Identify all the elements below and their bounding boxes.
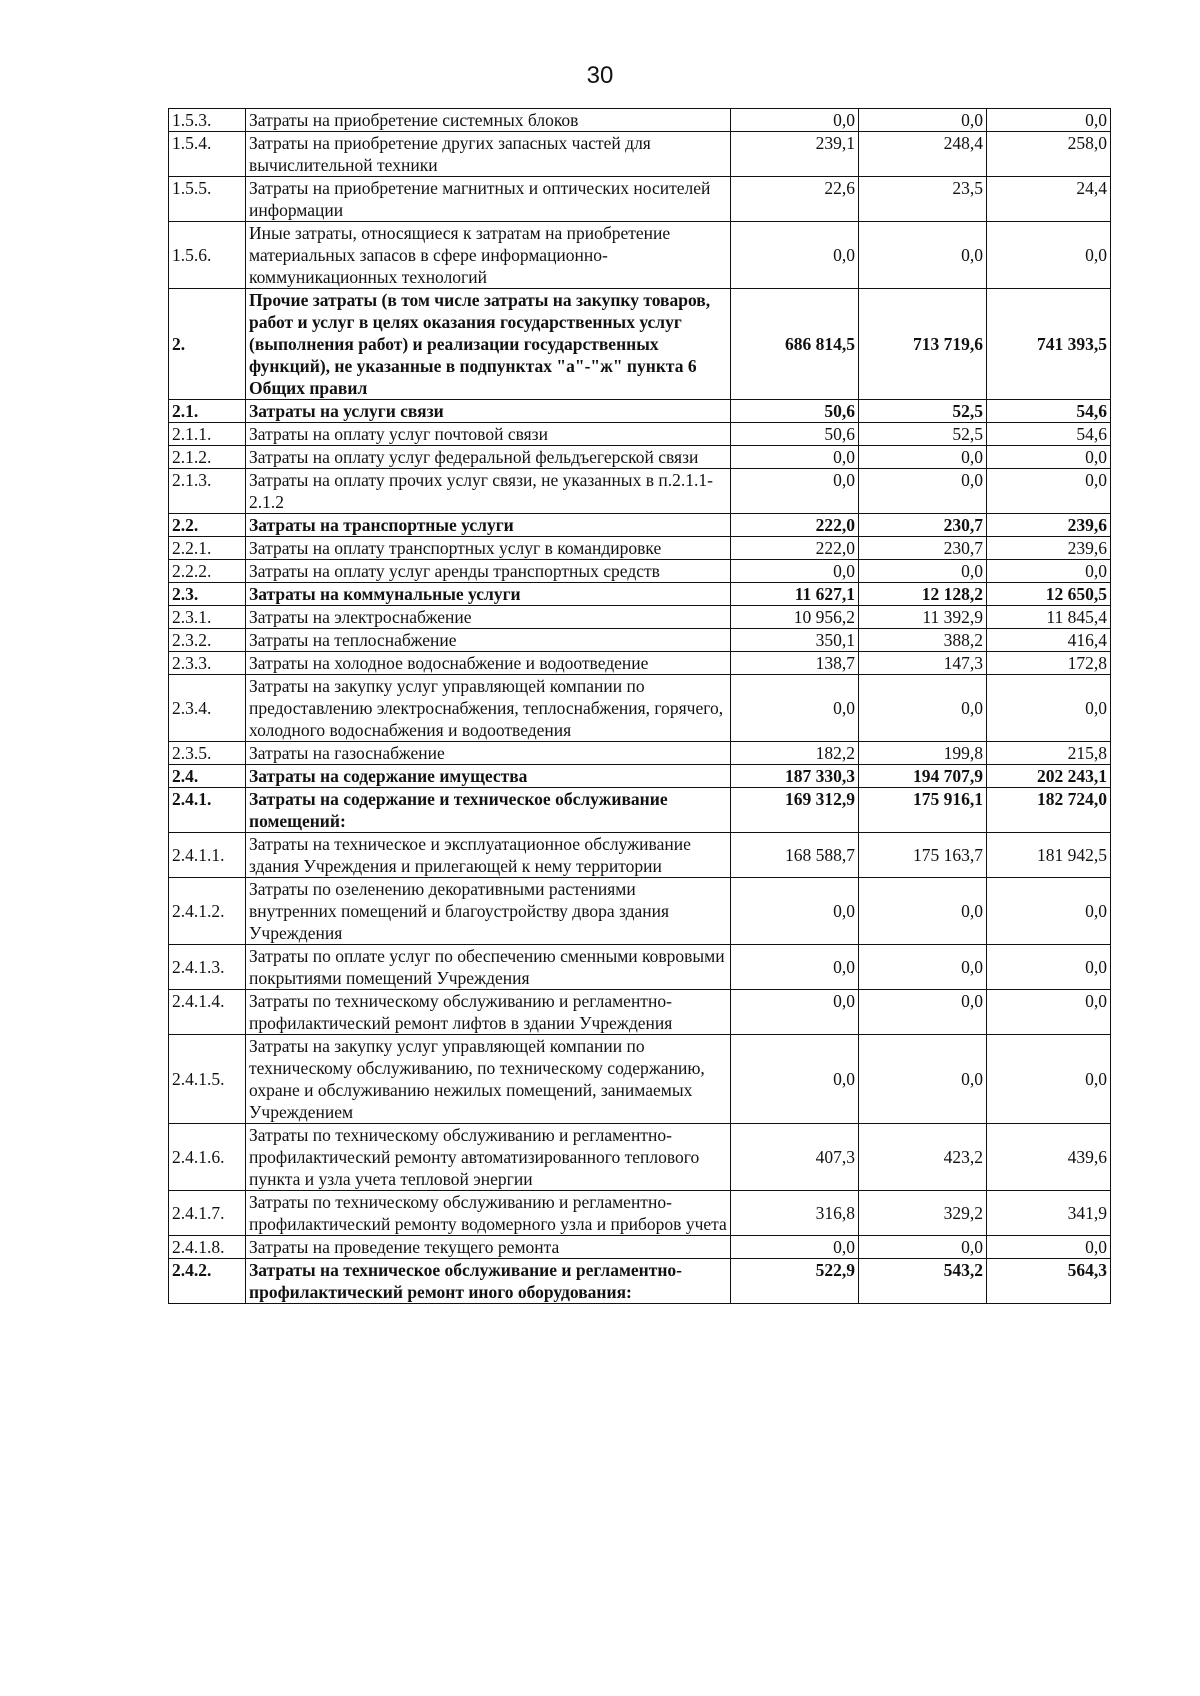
- row-name: Затраты на техническое и эксплуатационное обслуживание здания Учреждения и прилегающей к нему территории: [246, 833, 731, 878]
- table-row: [169, 742, 1111, 765]
- row-name: Затраты на приобретение других запасных частей для вычислительной техники: [246, 132, 731, 177]
- row-value-2: 423,2: [859, 1124, 987, 1191]
- row-value-3: 172,8: [987, 652, 1111, 675]
- row-value-2: 0,0: [859, 446, 987, 469]
- row-value-3: 0,0: [987, 560, 1111, 583]
- table-row: [169, 833, 1111, 878]
- row-value-3: 239,6: [987, 514, 1111, 537]
- row-code: 2.4.2.: [169, 1259, 246, 1304]
- row-value-1: 0,0: [731, 1236, 859, 1259]
- row-code: 2.3.2.: [169, 629, 246, 652]
- row-value-1: 350,1: [731, 629, 859, 652]
- row-value-2: 52,5: [859, 400, 987, 423]
- row-name: Затраты на оплату прочих услуг связи, не указанных в п.2.1.1-2.1.2: [246, 469, 731, 514]
- row-code: 2.2.: [169, 514, 246, 537]
- row-code: 2.2.1.: [169, 537, 246, 560]
- row-name: Затраты на проведение текущего ремонта: [246, 1236, 731, 1259]
- table-row: [169, 423, 1111, 446]
- row-value-1: 686 814,5: [731, 289, 859, 400]
- row-value-1: 0,0: [731, 222, 859, 289]
- row-value-1: 222,0: [731, 514, 859, 537]
- table-row: [169, 446, 1111, 469]
- row-value-1: 522,9: [731, 1259, 859, 1304]
- row-name: Иные затраты, относящиеся к затратам на приобретение материальных запасов в сфере информационно-коммуникационных технологий: [246, 222, 731, 289]
- row-value-3: 54,6: [987, 400, 1111, 423]
- row-value-3: 215,8: [987, 742, 1111, 765]
- row-name: Затраты на содержание и техническое обслуживание помещений:: [246, 788, 731, 833]
- row-name: Затраты по озеленению декоративными растениями внутренних помещений и благоустройству двора здания Учреждения: [246, 878, 731, 945]
- row-value-2: 175 163,7: [859, 833, 987, 878]
- page-number: 30: [586, 62, 614, 89]
- row-code: 1.5.3.: [169, 109, 246, 132]
- row-value-1: 50,6: [731, 400, 859, 423]
- table-row: [169, 469, 1111, 514]
- row-code: 1.5.5.: [169, 177, 246, 222]
- row-name: Затраты на содержание имущества: [246, 765, 731, 788]
- row-value-3: 0,0: [987, 990, 1111, 1035]
- row-value-3: 439,6: [987, 1124, 1111, 1191]
- table-row: [169, 1236, 1111, 1259]
- row-name: Затраты на техническое обслуживание и регламентно-профилактический ремонт иного оборудования:: [246, 1259, 731, 1304]
- row-value-3: 0,0: [987, 469, 1111, 514]
- table-row: [169, 878, 1111, 945]
- row-value-2: 0,0: [859, 560, 987, 583]
- table-row: [169, 652, 1111, 675]
- table-row: [169, 765, 1111, 788]
- table-row: [169, 109, 1111, 132]
- row-value-3: 11 845,4: [987, 606, 1111, 629]
- row-value-3: 0,0: [987, 1035, 1111, 1124]
- row-code: 2.4.1.1.: [169, 833, 246, 878]
- row-value-2: 230,7: [859, 537, 987, 560]
- row-value-3: 741 393,5: [987, 289, 1111, 400]
- row-value-3: 416,4: [987, 629, 1111, 652]
- row-name: Затраты по техническому обслуживанию и регламентно-профилактический ремонту автоматизированного теплового пункта и узла учета тепловой энергии: [246, 1124, 731, 1191]
- row-value-1: 169 312,9: [731, 788, 859, 833]
- row-code: 2.3.: [169, 583, 246, 606]
- row-code: 2.2.2.: [169, 560, 246, 583]
- row-code: 2.4.1.8.: [169, 1236, 246, 1259]
- row-name: Затраты по техническому обслуживанию и регламентно-профилактический ремонту водомерного узла и приборов учета: [246, 1191, 731, 1236]
- row-value-2: 52,5: [859, 423, 987, 446]
- row-value-2: 0,0: [859, 1236, 987, 1259]
- row-value-1: 407,3: [731, 1124, 859, 1191]
- row-value-2: 713 719,6: [859, 289, 987, 400]
- row-value-3: 181 942,5: [987, 833, 1111, 878]
- row-name: Затраты на транспортные услуги: [246, 514, 731, 537]
- row-code: 2.4.1.7.: [169, 1191, 246, 1236]
- row-code: 2.3.1.: [169, 606, 246, 629]
- row-value-1: 0,0: [731, 675, 859, 742]
- row-name: Затраты на закупку услуг управляющей компании по техническому обслуживанию, по техническому содержанию, охране и обслуживанию нежилых помещений, занимаемых Учреждением: [246, 1035, 731, 1124]
- row-value-2: 0,0: [859, 1035, 987, 1124]
- table-row: [169, 1124, 1111, 1191]
- row-value-1: 138,7: [731, 652, 859, 675]
- row-value-1: 0,0: [731, 1035, 859, 1124]
- row-name: Затраты по оплате услуг по обеспечению сменными ковровыми покрытиями помещений Учреждения: [246, 945, 731, 990]
- row-value-2: 543,2: [859, 1259, 987, 1304]
- table-row: [169, 1035, 1111, 1124]
- row-value-3: 239,6: [987, 537, 1111, 560]
- row-code: 2.4.1.4.: [169, 990, 246, 1035]
- row-value-2: 11 392,9: [859, 606, 987, 629]
- row-code: 2.3.5.: [169, 742, 246, 765]
- row-code: 2.4.1.6.: [169, 1124, 246, 1191]
- row-name: Затраты на газоснабжение: [246, 742, 731, 765]
- row-name: Затраты на оплату услуг аренды транспортных средств: [246, 560, 731, 583]
- row-name: Затраты на оплату транспортных услуг в командировке: [246, 537, 731, 560]
- row-name: Затраты на приобретение магнитных и оптических носителей информации: [246, 177, 731, 222]
- row-code: 2.3.4.: [169, 675, 246, 742]
- row-value-3: 258,0: [987, 132, 1111, 177]
- row-value-3: 564,3: [987, 1259, 1111, 1304]
- row-value-3: 202 243,1: [987, 765, 1111, 788]
- row-value-3: 54,6: [987, 423, 1111, 446]
- row-value-2: 12 128,2: [859, 583, 987, 606]
- table-row: [169, 606, 1111, 629]
- row-code: 1.5.6.: [169, 222, 246, 289]
- row-value-1: 10 956,2: [731, 606, 859, 629]
- table-row: [169, 222, 1111, 289]
- row-value-1: 50,6: [731, 423, 859, 446]
- row-value-1: 0,0: [731, 990, 859, 1035]
- row-name: Затраты на услуги связи: [246, 400, 731, 423]
- row-name: Затраты по техническому обслуживанию и регламентно-профилактический ремонт лифтов в здании Учреждения: [246, 990, 731, 1035]
- row-value-1: 11 627,1: [731, 583, 859, 606]
- row-value-1: 22,6: [731, 177, 859, 222]
- row-value-2: 0,0: [859, 469, 987, 514]
- row-value-2: 23,5: [859, 177, 987, 222]
- budget-table-body: [169, 109, 1111, 1304]
- table-row: [169, 560, 1111, 583]
- row-value-2: 147,3: [859, 652, 987, 675]
- table-row: [169, 177, 1111, 222]
- row-code: 2.4.1.3.: [169, 945, 246, 990]
- row-value-1: 0,0: [731, 469, 859, 514]
- table-row: [169, 629, 1111, 652]
- row-value-2: 194 707,9: [859, 765, 987, 788]
- row-value-1: 168 588,7: [731, 833, 859, 878]
- row-code: 2.1.: [169, 400, 246, 423]
- row-value-2: 0,0: [859, 109, 987, 132]
- table-row: [169, 583, 1111, 606]
- row-value-3: 0,0: [987, 675, 1111, 742]
- row-name: Затраты на коммунальные услуги: [246, 583, 731, 606]
- row-value-3: 0,0: [987, 1236, 1111, 1259]
- row-value-2: 329,2: [859, 1191, 987, 1236]
- row-value-2: 199,8: [859, 742, 987, 765]
- row-code: 2.1.2.: [169, 446, 246, 469]
- row-name: Затраты на оплату услуг почтовой связи: [246, 423, 731, 446]
- row-code: 2.1.1.: [169, 423, 246, 446]
- row-value-1: 222,0: [731, 537, 859, 560]
- row-value-3: 0,0: [987, 446, 1111, 469]
- row-value-2: 0,0: [859, 990, 987, 1035]
- row-code: 2.4.1.5.: [169, 1035, 246, 1124]
- row-value-2: 0,0: [859, 945, 987, 990]
- table-row: [169, 400, 1111, 423]
- row-value-1: 0,0: [731, 560, 859, 583]
- table-row: [169, 537, 1111, 560]
- row-name: Затраты на закупку услуг управляющей компании по предоставлению электроснабжения, теплоснабжения, горячего, холодного водоснабжения и водоотведения: [246, 675, 731, 742]
- row-value-2: 0,0: [859, 878, 987, 945]
- row-code: 2.4.1.: [169, 788, 246, 833]
- row-value-2: 175 916,1: [859, 788, 987, 833]
- table-row: [169, 990, 1111, 1035]
- row-name: Затраты на приобретение системных блоков: [246, 109, 731, 132]
- table-row: [169, 132, 1111, 177]
- row-code: 2.: [169, 289, 246, 400]
- row-code: 2.4.: [169, 765, 246, 788]
- table-row: [169, 1191, 1111, 1236]
- table-row: [169, 788, 1111, 833]
- row-code: 2.4.1.2.: [169, 878, 246, 945]
- row-value-2: 230,7: [859, 514, 987, 537]
- row-value-1: 0,0: [731, 878, 859, 945]
- row-value-3: 341,9: [987, 1191, 1111, 1236]
- table-row: [169, 289, 1111, 400]
- row-value-1: 239,1: [731, 132, 859, 177]
- row-value-2: 0,0: [859, 675, 987, 742]
- row-value-3: 0,0: [987, 222, 1111, 289]
- row-value-3: 182 724,0: [987, 788, 1111, 833]
- table-row: [169, 1259, 1111, 1304]
- row-code: 2.1.3.: [169, 469, 246, 514]
- row-name: Затраты на теплоснабжение: [246, 629, 731, 652]
- row-value-2: 0,0: [859, 222, 987, 289]
- row-name: Затраты на электроснабжение: [246, 606, 731, 629]
- row-value-3: 0,0: [987, 945, 1111, 990]
- row-code: 2.3.3.: [169, 652, 246, 675]
- row-value-1: 182,2: [731, 742, 859, 765]
- row-name: Прочие затраты (в том числе затраты на закупку товаров, работ и услуг в целях оказания государственных услуг (выполнения работ) и реализации государственных функций), не указанные в подпунктах "а"-"ж" пункта 6 Общих правил: [246, 289, 731, 400]
- row-name: Затраты на холодное водоснабжение и водоотведение: [246, 652, 731, 675]
- row-value-3: 0,0: [987, 878, 1111, 945]
- row-value-1: 0,0: [731, 109, 859, 132]
- row-value-3: 12 650,5: [987, 583, 1111, 606]
- budget-table: [168, 108, 1111, 1304]
- table-row: [169, 675, 1111, 742]
- row-value-3: 24,4: [987, 177, 1111, 222]
- row-value-2: 248,4: [859, 132, 987, 177]
- row-value-1: 0,0: [731, 446, 859, 469]
- table-row: [169, 945, 1111, 990]
- row-value-3: 0,0: [987, 109, 1111, 132]
- row-code: 1.5.4.: [169, 132, 246, 177]
- row-value-1: 316,8: [731, 1191, 859, 1236]
- row-value-1: 187 330,3: [731, 765, 859, 788]
- row-value-2: 388,2: [859, 629, 987, 652]
- table-row: [169, 514, 1111, 537]
- row-value-1: 0,0: [731, 945, 859, 990]
- row-name: Затраты на оплату услуг федеральной фельдъегерской связи: [246, 446, 731, 469]
